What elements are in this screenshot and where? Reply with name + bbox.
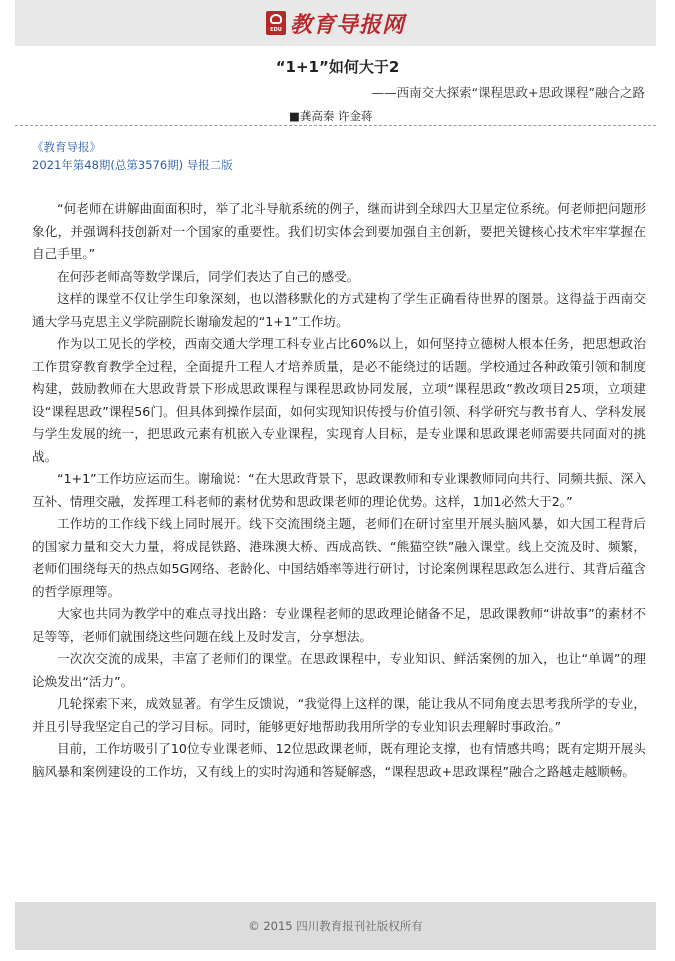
- paragraph: “何老师在讲解曲面面积时，举了北斗导航系统的例子，继而讲到全球四大卫星定位系统。何老师把问题形象化，并强调科技创新对一个国家的重要性。我们切实体会到要加强自主创新，要把关键核心技术牢牢掌握在自己手里。”: [32, 201, 646, 261]
- article-body: [32, 198, 646, 783]
- logo-text: 教育导报网: [289, 11, 405, 38]
- site-footer: [15, 902, 656, 950]
- article-subtitle: ——西南交大探索“课程思政+思政课程”融合之路: [371, 85, 645, 100]
- logo-icon: EDU: [266, 11, 286, 35]
- paragraph: 一次次交流的成果，丰富了老师们的课堂。在思政课程中，专业知识、鲜活案例的加入，也让“单调”的理论焕发出“活力”。: [32, 651, 646, 689]
- article-source: [32, 138, 233, 174]
- article-title-block: [0, 56, 675, 100]
- article-title: “1+1”如何大于2: [275, 58, 400, 76]
- paragraph: 工作坊的工作线下线上同时展开。线下交流围绕主题，老师们在研讨室里开展头脑风暴，如大国工程背后的国家力量和交大力量，将成昆铁路、港珠澳大桥、西成高铁、“熊猫空铁”融入课堂。线上交流及时、频繁，老师们围绕每天的热点如5G网络、老龄化、中国结婚率等进行研讨，讨论案例课程思政怎么进行、其背后蕴含的哲学原理等。: [32, 516, 646, 599]
- paragraph: 几轮探索下来，成效显著。有学生反馈说，“我觉得上这样的课，能让我从不同角度去思考我所学的专业，并且引导我坚定自己的学习目标。同时，能够更好地帮助我用所学的专业知识去理解时事政治。”: [32, 696, 646, 734]
- source-publication[interactable]: 《教育导报》: [32, 140, 101, 154]
- paragraph: 在何莎老师高等数学课后，同学们表达了自己的感受。: [57, 268, 360, 284]
- paragraph: 作为以工见长的学校，西南交通大学理工科专业占比60%以上，如何坚持立德树人根本任务，把思想政治工作贯穿教育教学全过程，全面提升工程人才培养质量，是必不能绕过的话题。学校通过各种政策引领和制度构建，鼓励教师在大思政背景下形成思政课程与课程思政协同发展，立项“课程思政”教改项目25项，立项建设“课程思政”课程56门。但具体到操作层面，如何实现知识传授与价值引领、科学研究与教书育人、学科发展与学生发展的统一，把思政元素有机嵌入专业课程，实现育人目标，是专业课和思政课老师需要共同面对的挑战。: [32, 336, 646, 464]
- divider: [15, 125, 656, 126]
- source-issue[interactable]: 2021年第48期(总第3576期) 导报二版: [32, 158, 233, 172]
- article-authors: ■龚高秦 许金蒋: [289, 109, 373, 123]
- site-logo[interactable]: [266, 8, 405, 39]
- paragraph: 大家也共同为教学中的难点寻找出路：专业课程老师的思政理论储备不足，思政课教师“讲故事”的素材不足等等，老师们就围绕这些问题在线上及时发言，分享想法。: [32, 606, 646, 644]
- paragraph: 目前，工作坊吸引了10位专业课老师、12位思政课老师，既有理论支撑，也有情感共鸣；既有定期开展头脑风暴和案例建设的工作坊，又有线上的实时沟通和答疑解惑，“课程思政+思政课程”融合之路越走越顺畅。: [32, 741, 646, 779]
- site-header: [15, 0, 656, 46]
- paragraph: 这样的课堂不仅让学生印象深刻，也以潜移默化的方式建构了学生正确看待世界的图景。这得益于西南交通大学马克思主义学院副院长谢瑜发起的“1+1”工作坊。: [32, 291, 646, 329]
- paragraph: “1+1”工作坊应运而生。谢瑜说：“在大思政背景下，思政课教师和专业课教师同向共行、同频共振、深入互补、情理交融，发挥理工科老师的素材优势和思政课老师的理论优势。这样，1加1必然大于2。”: [32, 471, 646, 509]
- copyright-text: © 2015 四川教育报刊社版权所有: [248, 919, 423, 933]
